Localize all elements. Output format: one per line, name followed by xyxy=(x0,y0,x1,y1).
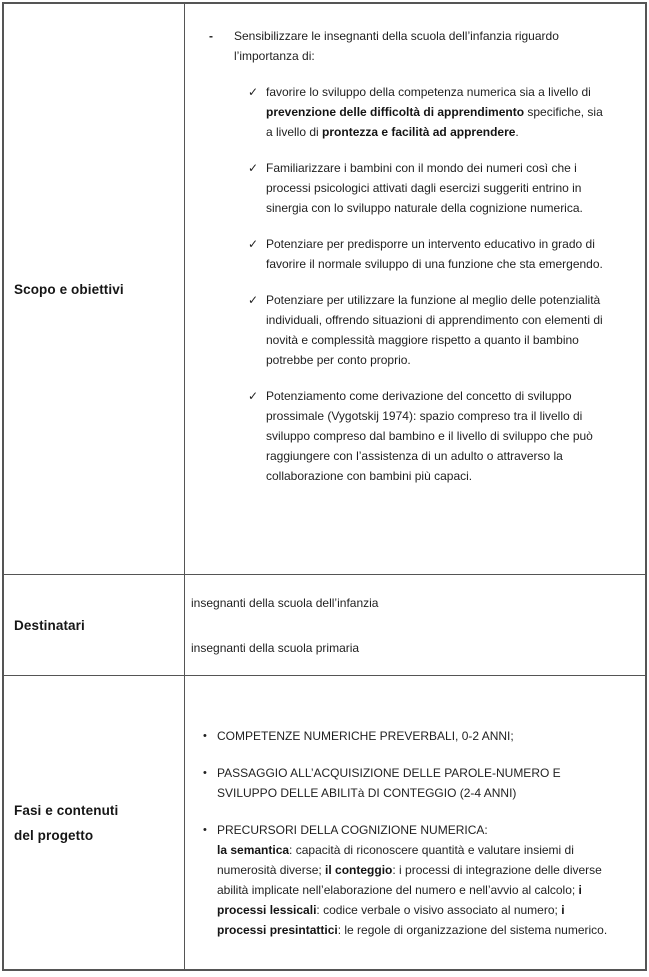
list-item xyxy=(185,763,623,803)
row-label: Fasi e contenuti xyxy=(14,802,119,818)
list-item xyxy=(185,158,623,218)
list-item xyxy=(185,234,623,274)
project-table xyxy=(2,2,647,971)
check-icon: ✓ xyxy=(248,85,259,99)
bullet-icon: • xyxy=(203,824,207,836)
check-icon: ✓ xyxy=(248,161,259,175)
recipient-line: insegnanti della scuola dell’infanzia xyxy=(191,595,379,610)
objective-item-text: Potenziamento come derivazione del concetto di sviluppo prossimale (Vygotskij 1974): spazio compreso tra il livello di sviluppo compreso dal bambino e il livello di sviluppo che può raggiungere con l’assistenza di un adulto o attraverso la collaborazione con bambini più capaci. xyxy=(266,389,593,483)
list-item xyxy=(185,26,623,66)
phase-item-text: PASSAGGIO ALL’ACQUISIZIONE DELLE PAROLE-NUMERO E SVILUPPO DELLE ABILITà DI CONTEGGIO (2-4 ANNI) xyxy=(217,766,561,800)
check-icon: ✓ xyxy=(248,293,259,307)
check-icon: ✓ xyxy=(248,237,259,251)
list-item xyxy=(185,386,623,486)
list-item xyxy=(185,82,623,142)
phase-item-text: PRECURSORI DELLA COGNIZIONE NUMERICA: la semantica: capacità di riconoscere quantità e valutare insiemi di numerosità diverse; il conteggio: i processi di integrazione delle diverse abilità implicate nell’elaborazione del numero e nell’avvio al calcolo; i processi lessicali: codice verbale o visivo associato al numero; i processi presintattici: le regole di organizzazione del sistema numerico. xyxy=(217,823,608,937)
dash-bullet-icon: - xyxy=(209,29,213,43)
bullet-icon: • xyxy=(203,730,207,742)
check-icon: ✓ xyxy=(248,389,259,403)
table-row-fasi xyxy=(4,675,645,969)
row-label: Destinatari xyxy=(14,617,85,633)
phase-item-text: COMPETENZE NUMERICHE PREVERBALI, 0-2 ANNI; xyxy=(217,729,514,743)
table-row-scopo xyxy=(4,4,645,574)
row-label-cell xyxy=(4,575,185,675)
list-item xyxy=(185,820,623,940)
intro-text: Sensibilizzare le insegnanti della scuola dell’infanzia riguardo l’importanza di: xyxy=(234,29,559,63)
list-item xyxy=(185,290,623,370)
row-content-cell xyxy=(185,4,645,574)
row-content-cell xyxy=(185,676,645,969)
list-item xyxy=(185,726,623,746)
row-content-cell xyxy=(185,575,645,675)
bullet-icon: • xyxy=(203,767,207,779)
table-row-destinatari xyxy=(4,574,645,675)
objective-item-text: favorire lo sviluppo della competenza numerica sia a livello di prevenzione delle difficoltà di apprendimento specifiche, sia a livello di prontezza e facilità ad apprendere. xyxy=(266,85,603,139)
row-label-cell xyxy=(4,4,185,574)
objective-item-text: Familiarizzare i bambini con il mondo dei numeri così che i processi psicologici attivati dagli esercizi suggeriti entrino in sinergia con lo sviluppo naturale della cognizione numerica. xyxy=(266,161,583,215)
row-label: del progetto xyxy=(14,827,94,843)
document-page xyxy=(0,2,649,977)
objective-item-text: Potenziare per predisporre un intervento educativo in grado di favorire il normale sviluppo di una funzione che sta emergendo. xyxy=(266,237,603,271)
objective-item-text: Potenziare per utilizzare la funzione al meglio delle potenzialità individuali, offrendo situazioni di apprendimento con elementi di novità e complessità maggiore rispetto a quanto il bambino potrebbe per conto proprio. xyxy=(266,293,603,367)
row-label-cell xyxy=(4,676,185,969)
recipient-line: insegnanti della scuola primaria xyxy=(191,640,360,655)
row-label: Scopo e obiettivi xyxy=(14,281,124,297)
